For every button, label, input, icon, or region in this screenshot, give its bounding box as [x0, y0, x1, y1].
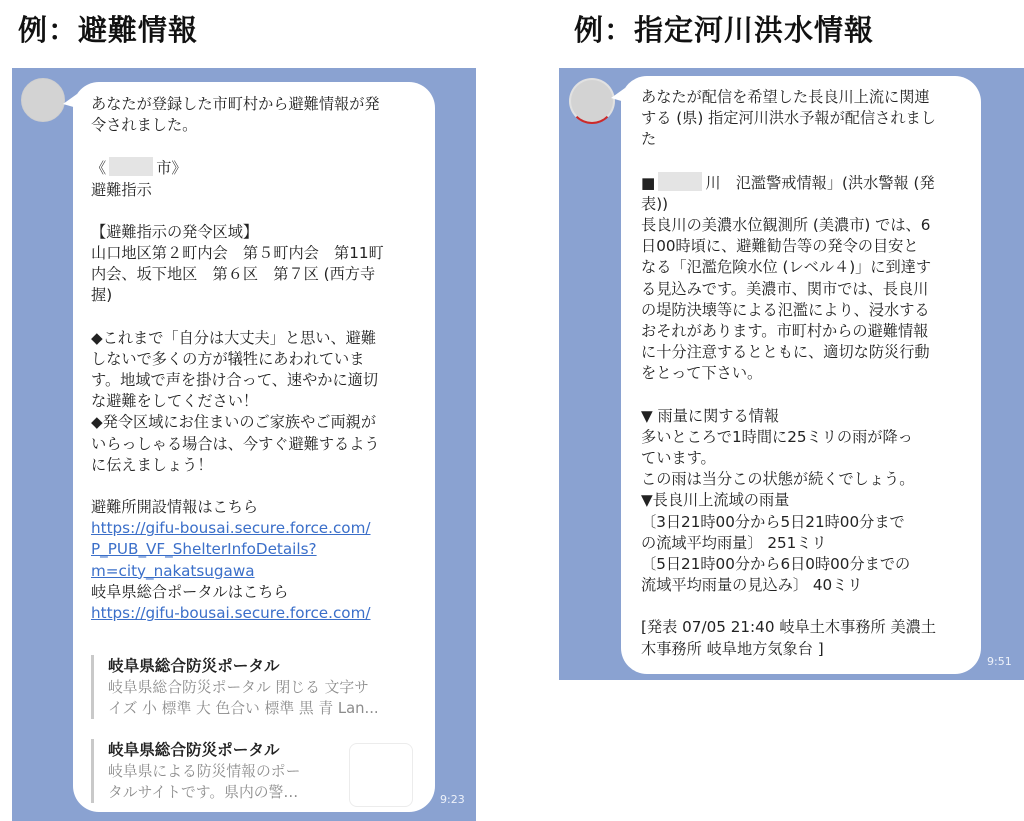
rainfall-block: ▼ 雨量に関する情報 多いところで1時間に25ミリの雨が降っ ています。 この雨は当分この状態が続くでしょう。 ▼長良川上流域の雨量 〔3日21時00分から5日21時00分まで の流域平均雨量〕 251ミリ 〔5日21時00分から6日0時00分までの 流域平均雨量の見込み〕 40ミリ: [641, 406, 915, 595]
intro-text: あなたが配信を希望した長良川上流に関連 する (県) 指定河川洪水予報が配信されまし た: [641, 88, 936, 149]
chat-panel-flood[interactable]: [559, 68, 1024, 680]
card-thumbnail: [349, 743, 413, 807]
shelter-label: 避難所開設情報はこちら: [91, 498, 259, 517]
intro-text: あなたが登録した市町村から避難情報が発 令されました。: [91, 95, 380, 135]
sender-avatar[interactable]: [21, 78, 65, 122]
link-preview-card[interactable]: [91, 655, 409, 719]
portal-label: 岐阜県総合ポータルはこちら: [91, 582, 289, 601]
sender-avatar[interactable]: [569, 78, 615, 124]
message-bubble-evacuation[interactable]: [73, 82, 435, 812]
masked-river-name: [658, 172, 702, 191]
order-type: 避難指示: [91, 180, 152, 199]
link-preview-card[interactable]: [91, 739, 409, 803]
forecast-text: 長良川の美濃水位観測所 (美濃市) では、6 日00時頃に、避難勧告等の発令の目安と なる「氾濫危険水位 (レベル４)」に到達す る見込みです。美濃市、関市では、長良川 の堤防決壊等による氾濫により、浸水する おそれがあります。市町村からの避難情報 に十分注意するとともに、適切な防災行動 をとって下さい。: [641, 216, 932, 383]
card-title: 岐阜県総合防災ポータル: [108, 741, 280, 759]
links-block: [91, 497, 417, 624]
chat-panel-evacuation[interactable]: [12, 68, 476, 821]
alert-title: ■ 川 氾濫警戒情報」(洪水警報 (発 表)): [641, 173, 935, 213]
warning-block: ◆これまで「自分は大丈夫」と思い、避難 しないで多くの方が犠牲にあわれていま す。地域で声を掛け合って、速やかに適切 な避難をしてください！ ◆発令区域にお住まいのご家族やご両親が いらっしゃる場合は、今すぐ避難するよう に伝えましょう！: [91, 328, 380, 474]
right-heading: 例：指定河川洪水情報: [574, 13, 875, 47]
portal-link[interactable]: https://gifu-bousai.secure.force.com/: [91, 604, 371, 623]
city-block: 《 市》 避難指示: [91, 157, 417, 200]
square-icon: ■: [641, 173, 656, 192]
message-timestamp: 9:51: [987, 655, 1012, 668]
left-heading: 例：避難情報: [18, 13, 199, 47]
area-block: 【避難指示の発令区域】 山口地区第２町内会 第５町内会 第11町 内会、坂下地区 第６区 第７区 (西方寺 握): [91, 222, 384, 305]
card-description: 岐阜県総合防災ポータル 閉じる 文字サ イズ 小 標準 大 色合い 標準 黒 青 Lan...: [108, 679, 379, 717]
card-description: 岐阜県による防災情報のポー タルサイトです。県内の警…: [108, 763, 301, 801]
message-bubble-flood[interactable]: [621, 76, 981, 674]
masked-city-name: [109, 157, 153, 176]
card-title: 岐阜県総合防災ポータル: [108, 657, 280, 675]
shelter-link[interactable]: https://gifu-bousai.secure.force.com/ P_PUB_VF_ShelterInfoDetails? m=city_nakatsugawa: [91, 519, 371, 580]
issuer-block: [発表 07/05 21:40 岐阜土木事務所 美濃土 木事務所 岐阜地方気象台 ]: [641, 618, 937, 658]
message-timestamp: 9:23: [440, 793, 465, 806]
